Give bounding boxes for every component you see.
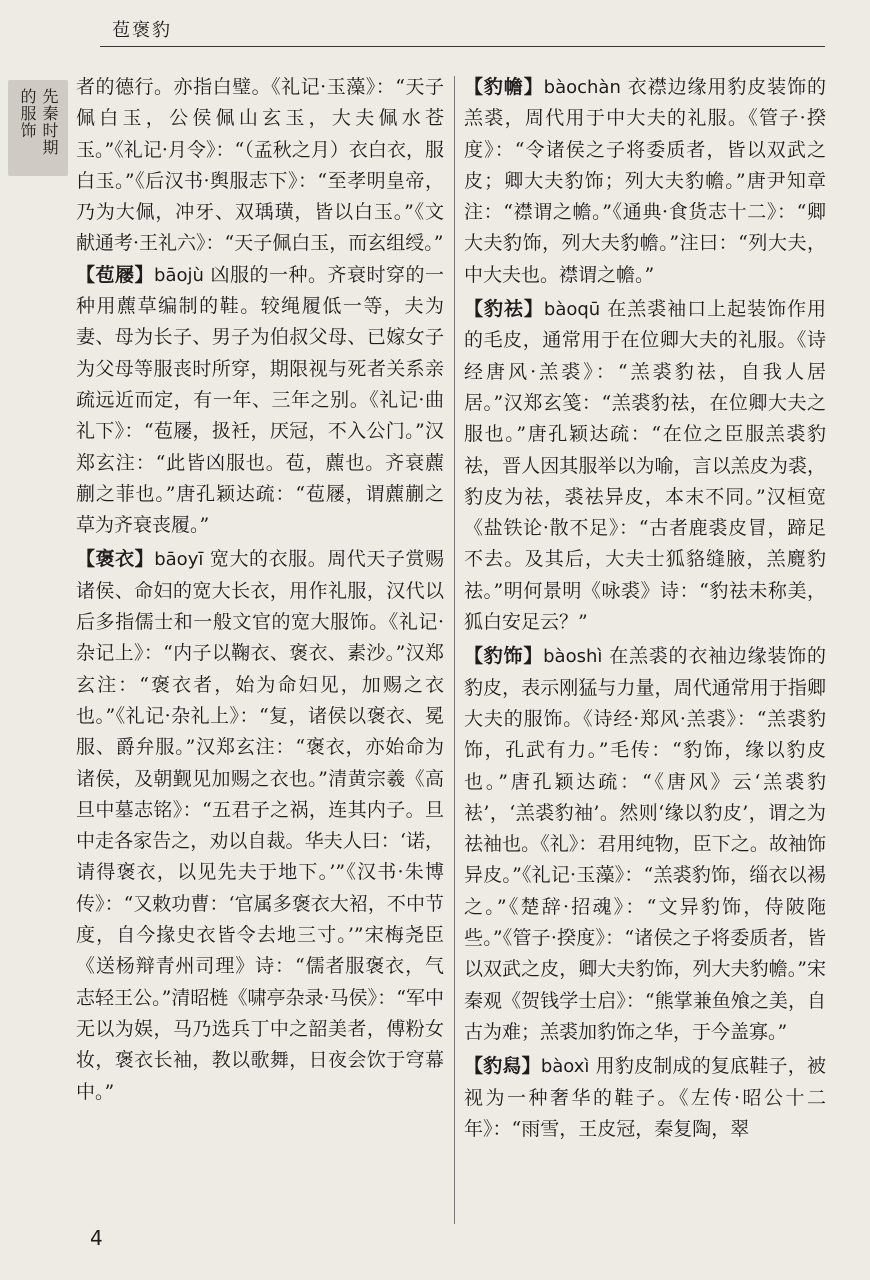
dictionary-entry-baochan xyxy=(464,72,826,291)
entry-definition: 衣襟边缘用豹皮装饰的羔裘，周代用于中大夫的礼服。《管子·揆度》：“令诸侯之子将委质者，皆以双武之皮；卿大夫豹饰；列大夫豹幨。”唐尹知章注：“襟谓之幨。”《通典·食货志十二》：“卿大夫豹饰，列大夫豹幨。”注曰：“列大夫，中大夫也。襟谓之幨。” xyxy=(464,76,826,286)
header-title: 苞褒豹 xyxy=(112,20,172,41)
entry-definition: 用豹皮制成的复底鞋子，被视为一种奢华的鞋子。《左传·昭公十二年》：“雨雪，王皮冠，秦复陶，翠 xyxy=(464,1055,826,1140)
left-column xyxy=(76,72,444,1108)
page-number: 4 xyxy=(90,1226,103,1250)
continued-text: 者的德行。亦指白璧。《礼记·玉藻》：“天子佩白玉，公侯佩山玄玉，大夫佩水苍玉。”《礼记·月令》：“（孟秋之月）衣白衣，服白玉。”《后汉书·舆服志下》：“至孝明皇帝，乃为大佩，冲牙、双瑀璜，皆以白玉。”《文献通考·王礼六》：“天子佩白玉，而玄组绶。” xyxy=(76,76,444,255)
entry-definition: 在羔裘的衣袖边缘装饰的豹皮，表示刚猛与力量，周代通常用于指卿大夫的服饰。《诗经·郑风·羔裘》：“羔裘豹饰，孔武有力。”毛传：“豹饰，缘以豹皮也。”唐孔颖达疏：“《唐风》云‘羔裘豹袪’，‘羔裘豹袖’。然则‘缘以豹皮’，谓之为祛袖也。《礼》：君用纯物，臣下之。故袖饰异皮。”《礼记·玉藻》：“羔裘豹饰，缁衣以裼之。”《楚辞·招魂》：“文异豹饰，侍陂陁些。”《管子·揆度》：“诸侯之子将委质者，皆以双武之皮，卿大夫豹饰，列大夫豹幨。”宋秦观《贺钱学士启》：“熊掌兼鱼飧之美，自古为难；羔裘加豹饰之华，于今盖寡。” xyxy=(464,645,826,1043)
entry-pinyin: bàoshì xyxy=(543,646,603,668)
entry-definition: 凶服的一种。齐衰时穿的一种用藨草编制的鞋。较绳履低一等，夫为妻、母为长子、男子为伯叔父母、已嫁女子为父母等服丧时所穿，期限视与死者关系亲疏远近而定，有一年、三年之别。《礼记·曲礼下》：“苞屦，扱衽，厌冠，不入公门。”汉郑玄注：“此皆凶服也。苞，藨也。齐衰藨蒯之菲也。”唐孔颖达疏：“苞屦，谓藨蒯之草为齐衰丧履。” xyxy=(76,263,444,537)
section-tab xyxy=(8,80,68,176)
entry-headword: 【苞屦】 xyxy=(76,263,155,286)
running-header xyxy=(100,16,825,47)
dictionary-entry-baoxi xyxy=(464,1051,826,1145)
entry-pinyin: bàoxì xyxy=(540,1056,590,1078)
column-divider xyxy=(454,76,455,1224)
entry-pinyin: bàoqū xyxy=(543,299,601,321)
entry-headword: 【豹舄】 xyxy=(464,1055,541,1078)
entry-headword: 【豹幨】 xyxy=(464,76,544,98)
entry-headword: 【褒衣】 xyxy=(76,548,155,571)
dictionary-entry-baoshi xyxy=(464,641,826,1048)
entry-headword: 【豹饰】 xyxy=(464,645,544,668)
entry-definition: 在羔裘袖口上起装饰作用的毛皮，通常用于在位卿大夫的礼服。《诗经唐风·羔裘》：“羔裘豹祛，自我人居居。”汉郑玄笺：“羔裘豹祛，在位卿大夫之服也。”唐孔颖达疏：“在位之臣服羔裘豹祛，晋人因其服举以为喻，言以羔皮为裘，豹皮为祛，裘祛异皮，本末不同。”汉桓宽《盐铁论·散不足》：“古者鹿裘皮冒，蹄足不去。及其后，大夫士狐貉缝腋，羔麑豹祛。”明何景明《咏裘》诗：“豹祛未称美，狐白安足云？” xyxy=(464,298,826,634)
entry-definition: 宽大的衣服。周代天子赏赐诸侯、命妇的宽大长衣，用作礼服，汉代以后多指儒士和一般文官的宽大服饰。《礼记·杂记上》：“内子以鞠衣、褒衣、素沙。”汉郑玄注：“褒衣者，始为命妇见，加赐之衣也。”《礼记·杂礼上》：“复，诸侯以褒衣、冕服、爵弁服。”汉郑玄注：“褒衣，亦始命为诸侯，及朝觐见加赐之衣也。”清黄宗羲《高旦中墓志铭》：“五君子之祸，连其内子。旦中走各家告之，劝以自裁。华夫人曰：‘诺，请得褒衣，以见先夫于地下。’”《汉书·朱博传》：“又敕功曹：‘官属多褒衣大袑，不中节度，自今掾史衣皆令去地三寸。’”宋梅尧臣《送杨辩青州司理》诗：“儒者服褒衣，气志轻王公。”清昭梿《啸亭杂录·马侯》：“军中无以为娱，马乃选兵丁中之韶美者，傅粉女妆，褒衣长袖，教以歌舞，日夜会饮于穹幕中。” xyxy=(76,548,444,1103)
section-tab-line2: 的服饰 xyxy=(18,88,37,139)
dictionary-entry-baoqu xyxy=(464,294,826,638)
entry-pinyin: bāoyī xyxy=(154,549,204,571)
dictionary-entry-baoyi xyxy=(76,544,444,1107)
entry-pinyin: bàochàn xyxy=(543,77,621,98)
dictionary-entry-baoju xyxy=(76,260,444,542)
right-column xyxy=(464,72,826,1145)
entry-headword: 【豹祛】 xyxy=(464,298,544,321)
section-tab-line1: 先秦时期 xyxy=(40,88,59,156)
entry-pinyin: bāojù xyxy=(154,264,204,286)
